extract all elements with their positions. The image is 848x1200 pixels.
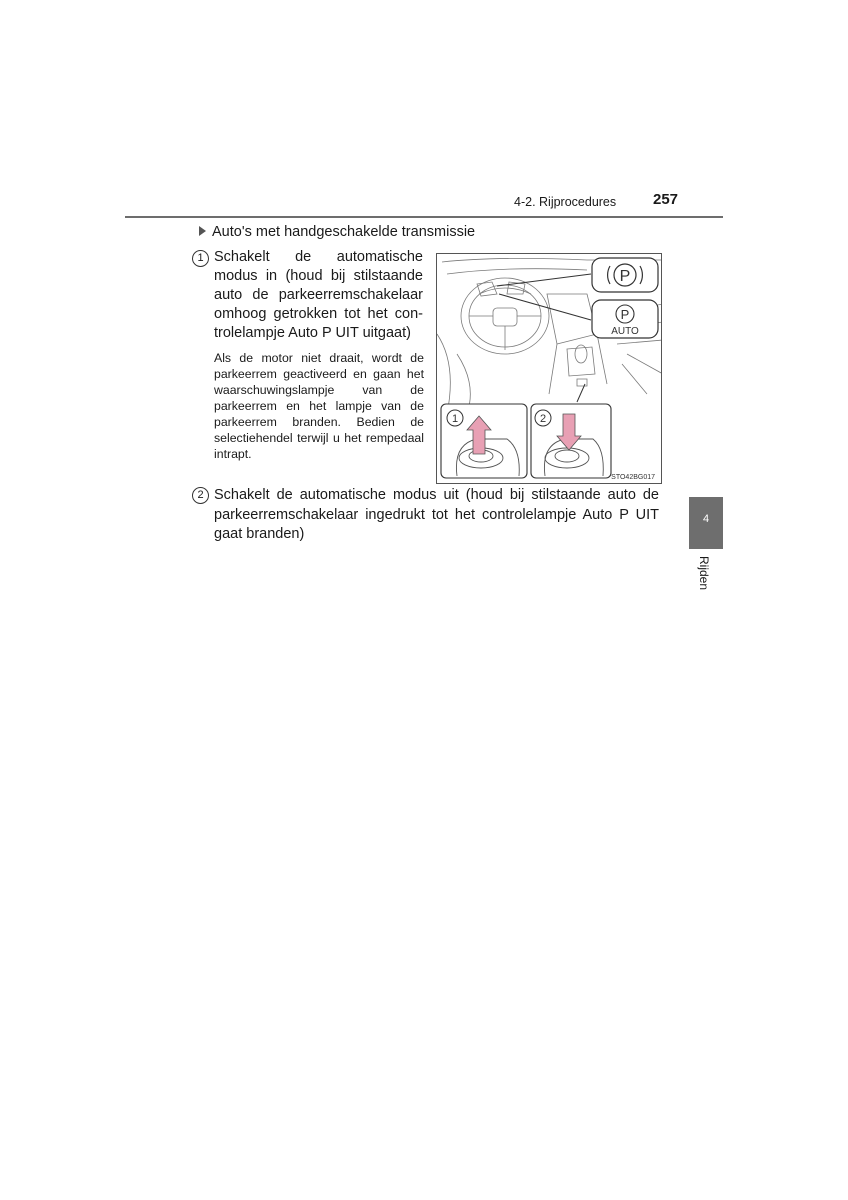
step-1-text: Schakelt de automatische modus in (houd bij stilstaande auto de parkeerremschakelaar omhoog getrokken tot het con-trolelampje Auto P UIT uitgaat) — [214, 249, 423, 341]
parking-brake-illustration — [436, 253, 662, 484]
subheading — [199, 224, 475, 240]
page-number: 257 — [653, 191, 679, 208]
section-title: 4-2. Rijprocedures — [514, 195, 617, 209]
subheading-text: Auto's met handgeschakelde transmissie — [212, 224, 476, 240]
step-2-text: Schakelt de automatische modus uit (houd bij stilstaande auto de parkeerremschakelaar ingedrukt tot het controlelampje Auto P UIT gaat branden) — [214, 487, 659, 542]
panel-2-number: 2 — [539, 413, 547, 425]
triangle-bullet-icon — [199, 226, 206, 236]
indicator-auto-p-label: P — [620, 307, 630, 322]
step-1-number: 1 — [192, 250, 209, 267]
header-divider — [125, 216, 723, 218]
chapter-label: Rijden — [697, 556, 711, 591]
indicator-auto-label: AUTO — [611, 326, 639, 337]
step-1-note: Als de motor niet draait, wordt de parkeerrem geactiveerd en gaan het waarschuwingslampje van de parkeerrem en het lampje van de parkeerrem branden. Bedien de selectiehendel terwijl u het rempedaal intrapt. — [214, 351, 424, 461]
figure-code: STO42BG017 — [611, 474, 655, 481]
indicator-p-label: P — [619, 268, 631, 285]
panel-1-number: 1 — [451, 413, 459, 425]
chapter-tab[interactable]: 4 — [689, 497, 723, 549]
step-2-number: 2 — [192, 487, 209, 504]
